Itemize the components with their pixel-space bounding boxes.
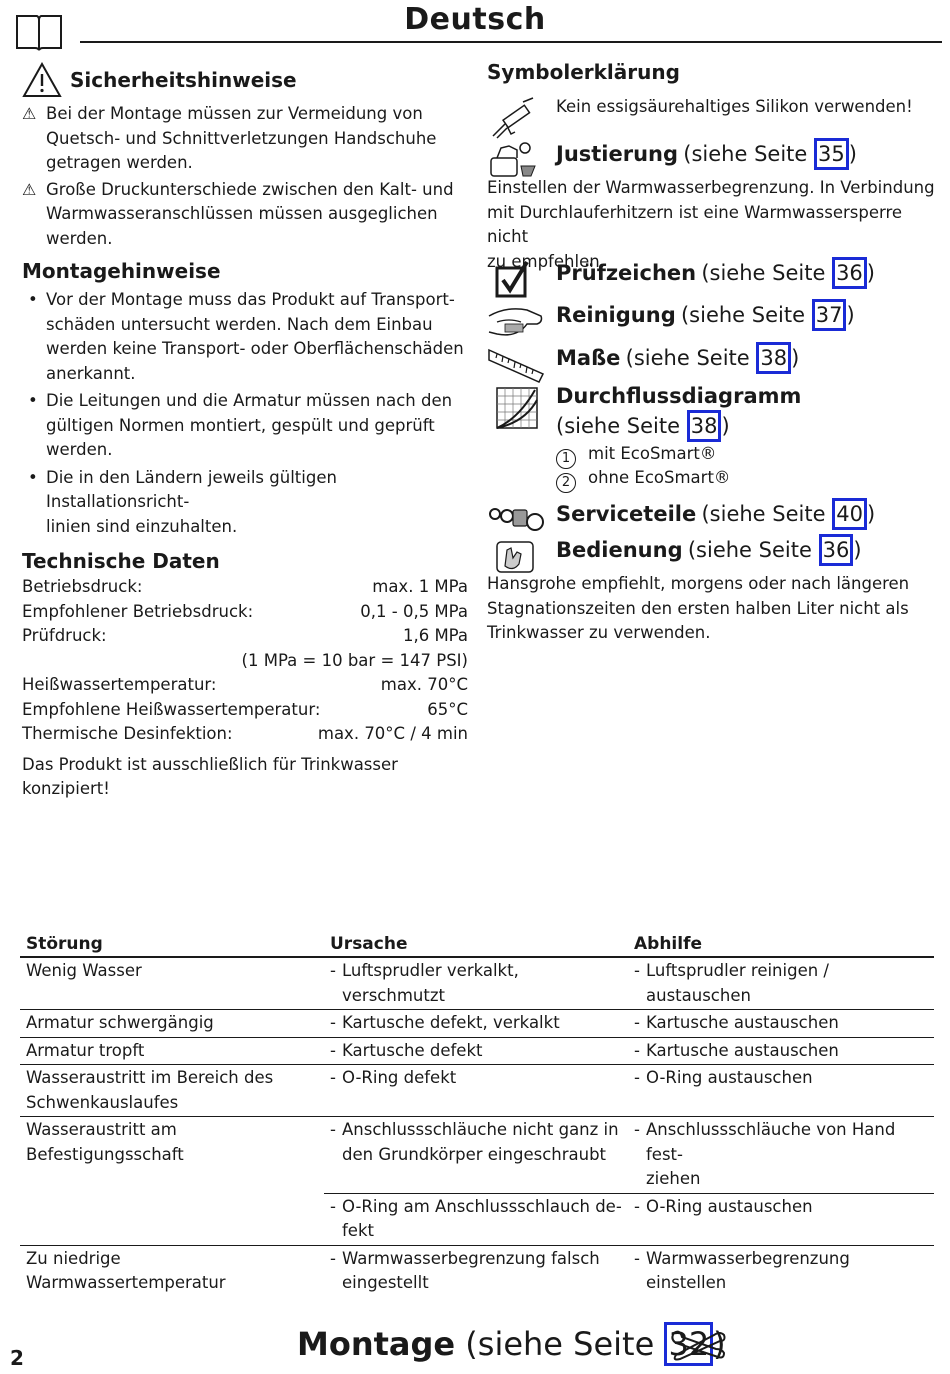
text-line: linien sind einzuhalten. [46, 516, 238, 536]
text-line: Wenig Wasser [26, 961, 142, 980]
remedy-cell: - O-Ring austauschen [628, 1193, 934, 1245]
item-text: ohne EcoSmart® [588, 468, 731, 487]
table-header-row [20, 932, 934, 957]
techdata-value: (1 MPa = 10 bar = 147 PSI) [241, 650, 468, 670]
problem-cell [20, 1037, 324, 1065]
left-column [22, 62, 468, 802]
cause-cell: - Warmwasserbegrenzung falsch eingestellt [324, 1245, 628, 1297]
remedy-cell: - Warmwasserbegrenzung einstellen [628, 1245, 934, 1297]
pruefzeichen-heading [556, 257, 875, 289]
reinigung-title: Reinigung [556, 303, 676, 327]
cause-cell: - Kartusche defekt [324, 1037, 628, 1065]
masse-title: Maße [556, 346, 621, 370]
page-ref-label: (siehe Seite [701, 502, 833, 526]
durchfluss-heading [556, 384, 801, 442]
justierung-title: Justierung [556, 142, 679, 166]
flow-diagram-icon [495, 386, 539, 430]
column-header: Ursache [324, 932, 628, 957]
operation-hand-icon [491, 536, 541, 576]
page-number: 2 [10, 1346, 24, 1370]
text-line: Anschlussschläuche nicht ganz in [342, 1120, 619, 1139]
list-item [22, 389, 468, 463]
techdata-row [22, 649, 468, 674]
page-ref-close: ) [713, 1325, 726, 1363]
reinigung-heading [556, 299, 855, 331]
text-line: zu empfehlen. [487, 251, 605, 271]
footer-heading [297, 1322, 726, 1366]
safety-item [22, 102, 468, 176]
column-header: Abhilfe [628, 932, 934, 957]
text-line: Wasseraustritt am Befestigungsschaft [26, 1120, 184, 1164]
text-line: Trinkwasser zu verwenden. [487, 623, 711, 642]
silicone-note: Kein essigsäurehaltiges Silikon verwenden! [556, 97, 913, 116]
safety-item [22, 178, 468, 252]
techdata-row [22, 673, 468, 698]
problem-cell [20, 1010, 324, 1038]
remedy-cell: - Anschlussschläuche von Hand fest- ziehen [628, 1117, 934, 1194]
cause-cell: - Luftsprudler verkalkt, verschmutzt [324, 957, 628, 1010]
remedy-cell: - Kartusche austauschen [628, 1010, 934, 1038]
text-line: Luftsprudler verkalkt, verschmutzt [342, 961, 519, 1005]
text-line: Kartusche austauschen [646, 1040, 839, 1060]
remedy-cell: - Luftsprudler reinigen / austauschen [628, 957, 934, 1010]
page-ref-close: ) [721, 413, 730, 438]
warning-icon: ⚠ [22, 104, 37, 123]
techdata-title: Technische Daten [22, 549, 220, 573]
techdata-row [22, 600, 468, 625]
text-line: Kartusche austauschen [646, 1013, 839, 1032]
ruler-icon [487, 344, 545, 384]
page-link-40[interactable]: 40 [832, 498, 867, 530]
techdata-value: 65°C [427, 699, 468, 719]
bullet-icon: • [28, 290, 38, 309]
problem-cell [20, 1117, 324, 1246]
warning-icon: ⚠ [22, 179, 37, 199]
mounting-title: Montagehinweise [22, 259, 221, 283]
problem-cell [20, 1065, 324, 1117]
techdata-label: Empfohlener Betriebsdruck: [22, 601, 254, 621]
text-line: Wasseraustritt im Bereich des [26, 1068, 274, 1087]
bullet-icon: • [28, 467, 38, 487]
text-line: O-Ring defekt [342, 1068, 457, 1087]
page-ref-close: ) [791, 346, 800, 370]
list-item [22, 466, 468, 540]
text-line: schäden untersucht werden. Nach dem Einbau [46, 314, 433, 334]
page-link-37[interactable]: 37 [812, 299, 847, 331]
pruefzeichen-title: Prüfzeichen [556, 261, 697, 285]
text-line: Einstellen der Warmwasserbegrenzung. In Verbindung [487, 178, 935, 197]
durchfluss-title: Durchflussdiagramm [556, 384, 802, 408]
page-title: Deutsch [404, 2, 546, 37]
bedienung-heading [556, 534, 862, 566]
table-row [20, 1117, 934, 1194]
text-line: Kartusche defekt, verkalkt [342, 1013, 560, 1032]
text-line: Warmwasserbegrenzung einstellen [646, 1248, 850, 1292]
wrench-icon [668, 1325, 728, 1365]
techdata-label: Thermische Desinfektion: [22, 724, 233, 743]
text-line: Warmwasserbegrenzung falsch [342, 1248, 600, 1268]
page-link-38[interactable]: 38 [756, 342, 791, 374]
list-item [22, 288, 468, 386]
text-line: Anschlussschläuche von Hand fest- [646, 1120, 896, 1164]
text-line: Kartusche defekt [342, 1040, 483, 1060]
list-item [556, 466, 730, 493]
page-ref-close: ) [848, 142, 857, 166]
techdata-value: max. 70°C / 4 min [317, 724, 468, 743]
problem-cell [20, 957, 324, 1010]
text-line: O-Ring austauschen [646, 1196, 813, 1216]
footer-title: Montage [297, 1325, 456, 1363]
adjust-hand-icon [487, 136, 543, 180]
page-ref-close: ) [866, 261, 875, 285]
bedienung-title: Bedienung [556, 538, 683, 562]
page-link-36[interactable]: 36 [819, 534, 854, 566]
techdata-row [22, 575, 468, 600]
symbols-title: Symbolerklärung [487, 60, 680, 84]
page-ref-label: (siehe Seite [556, 413, 687, 438]
techdata-label: Heißwassertemperatur: [22, 675, 217, 694]
text-line: Bei der Montage müssen zur Vermeidung von [46, 104, 423, 123]
safety-heading [22, 62, 468, 98]
header-divider [80, 41, 942, 43]
silicone-gun-icon [487, 96, 539, 140]
warning-icon [22, 62, 62, 98]
page-ref-label: (siehe Seite [465, 1325, 665, 1363]
column-header: Störung [20, 932, 324, 957]
text-line: Schwenkauslaufes [26, 1092, 179, 1112]
text-line: eingestellt [342, 1273, 429, 1292]
hansgrohe-note [487, 572, 937, 646]
text-line: Armatur tropft [26, 1040, 145, 1060]
text-line: O-Ring austauschen [646, 1068, 813, 1087]
text-line: den Grundkörper eingeschraubt [342, 1144, 607, 1164]
cause-cell: - O-Ring defekt [324, 1065, 628, 1117]
page-ref-label: (siehe Seite [680, 303, 812, 327]
page-ref-close: ) [866, 502, 876, 526]
item-text: mit EcoSmart® [588, 444, 717, 463]
text-line: ziehen [646, 1169, 701, 1188]
masse-heading [556, 342, 799, 374]
circled-number: 2 [556, 473, 576, 493]
cleaning-hand-icon [487, 302, 545, 340]
text-line: Große Druckunterschiede zwischen den Kalt- und [46, 179, 454, 199]
table-row [20, 1065, 934, 1117]
table-row [20, 1037, 934, 1065]
text-line: Stagnationszeiten den ersten halben Liter nicht als [487, 598, 909, 618]
table-row [20, 1010, 934, 1038]
problem-cell [20, 1245, 324, 1297]
techdata-value: 0,1 - 0,5 MPa [360, 601, 468, 621]
troubleshooting-table [20, 932, 934, 1297]
page-ref-label: (siehe Seite [625, 346, 757, 370]
text-line: Die in den Ländern jeweils gültigen Installationsricht- [46, 467, 337, 511]
text-line: fekt [342, 1221, 374, 1240]
service-parts-icon [487, 502, 547, 538]
service-title: Serviceteile [556, 502, 697, 526]
techdata-table [22, 575, 468, 747]
text-line: werden. [46, 228, 113, 248]
page-ref-close: ) [846, 303, 855, 327]
page-link-38[interactable]: 38 [687, 410, 722, 442]
list-item [556, 442, 716, 469]
text-line: Warmwasseranschlüssen müssen ausgeglichen [46, 204, 438, 223]
table-row [20, 1245, 934, 1297]
page-ref-close: ) [853, 538, 862, 562]
techdata-value: max. 1 MPa [372, 577, 468, 596]
text-line: anerkannt. [46, 363, 136, 383]
text-line: O-Ring am Anschlussschlauch de- [342, 1196, 622, 1216]
circled-number: 1 [556, 449, 576, 469]
techdata-row [22, 722, 468, 747]
text-line: werden. [46, 440, 113, 459]
page-link-36[interactable]: 36 [832, 257, 867, 289]
text-line: Hansgrohe empfiehlt, morgens oder nach längeren [487, 574, 910, 593]
text-line: gültigen Normen montiert, gespült und geprüft [46, 415, 435, 435]
techdata-row [22, 624, 468, 649]
text-line: Luftsprudler reinigen / austauschen [646, 961, 829, 1005]
techdata-value: 1,6 MPa [402, 626, 468, 645]
text-line: Vor der Montage muss das Produkt auf Transport- [46, 290, 455, 309]
remedy-cell: - O-Ring austauschen [628, 1065, 934, 1117]
techdata-label: Prüfdruck: [22, 626, 107, 645]
page-link-35[interactable]: 35 [814, 138, 849, 170]
page-ref-label: (siehe Seite [687, 538, 819, 562]
text-line: getragen werden. [46, 153, 193, 172]
techdata-note: Das Produkt ist ausschließlich für Trinkwasser konzipiert! [22, 754, 398, 798]
remedy-cell: - Kartusche austauschen [628, 1037, 934, 1065]
page-ref-label: (siehe Seite [683, 142, 815, 166]
service-heading [556, 498, 875, 530]
cause-cell: - Anschlussschläuche nicht ganz in den Grundkörper eingeschraubt [324, 1117, 628, 1194]
page-link-32[interactable]: 32 [664, 1322, 713, 1366]
techdata-value: max. 70°C [380, 675, 468, 694]
techdata-row [22, 698, 468, 723]
safety-title: Sicherheitshinweise [70, 68, 297, 92]
bullet-icon: • [28, 391, 38, 410]
text-line: Die Leitungen und die Armatur müssen nach den [46, 391, 453, 410]
text-line: werden keine Transport- oder Oberflächenschäden [46, 339, 464, 358]
justierung-heading [556, 138, 857, 170]
text-line: mit Durchlauferhitzern ist eine Warmwassersperre nicht [487, 202, 903, 246]
cause-cell: - Kartusche defekt, verkalkt [324, 1010, 628, 1038]
cause-cell: - O-Ring am Anschlussschlauch de- fekt [324, 1193, 628, 1245]
table-row [20, 957, 934, 1010]
text-line: Quetsch- und Schnittverletzungen Handschuhe [46, 128, 437, 148]
text-line: Zu niedrige Warmwassertemperatur [26, 1248, 226, 1292]
page-ref-label: (siehe Seite [701, 261, 833, 285]
text-line: Armatur schwergängig [26, 1013, 214, 1032]
techdata-label: Betriebsdruck: [22, 577, 143, 596]
checkmark-icon [495, 260, 531, 300]
techdata-label: Empfohlene Heißwassertemperatur: [22, 699, 321, 719]
